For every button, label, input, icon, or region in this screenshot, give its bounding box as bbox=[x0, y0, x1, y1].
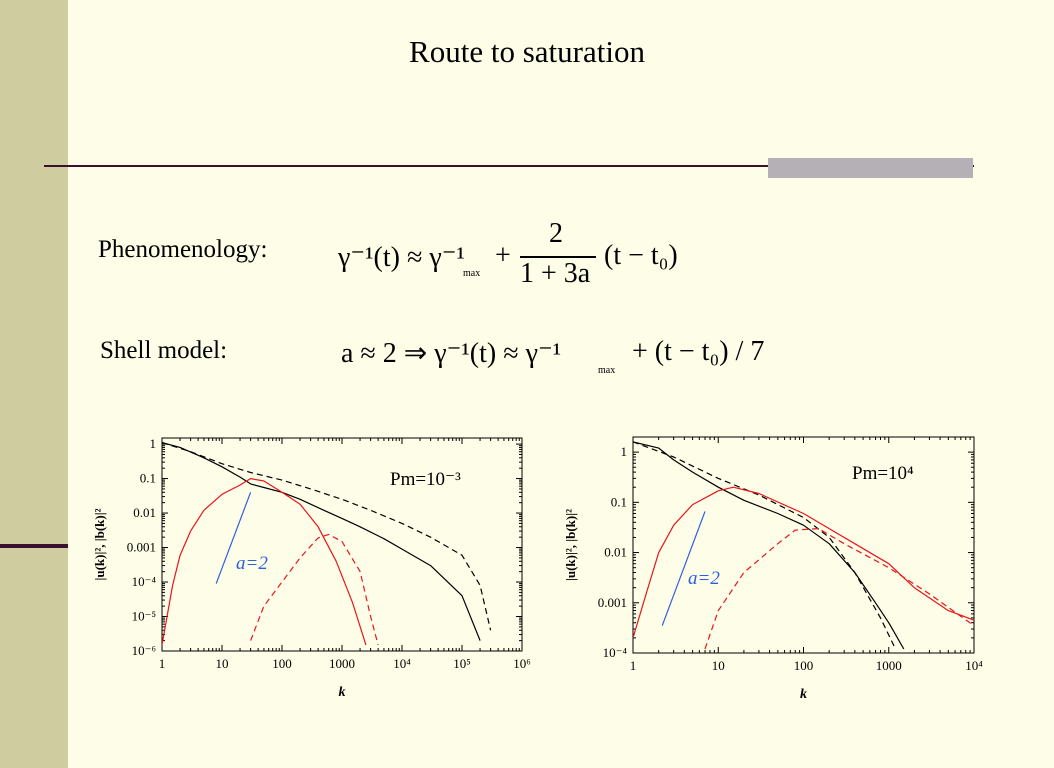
eq2-subscript: max bbox=[598, 365, 616, 376]
x-axis-label: k bbox=[800, 687, 807, 702]
sidebar-band bbox=[0, 0, 68, 768]
series-red-dashed-line bbox=[251, 534, 379, 645]
y-tick-label: 0.01 bbox=[133, 505, 156, 521]
series-red-dashed-line bbox=[705, 529, 974, 649]
x-axis-label: k bbox=[338, 685, 346, 700]
eq1-lhs: γ⁻¹(t) ≈ γ⁻¹ bbox=[338, 242, 465, 273]
slope-annotation: a=2 bbox=[236, 553, 268, 574]
x-tick-label: 1 bbox=[629, 658, 637, 673]
y-tick-label: 10⁻⁵ bbox=[131, 608, 156, 624]
spectrum-chart-pm-low bbox=[88, 425, 531, 715]
x-tick-label: 1000 bbox=[875, 658, 902, 673]
chart1-plot-group bbox=[92, 436, 531, 700]
y-tick-label: 1 bbox=[620, 444, 627, 460]
x-tick-label: 100 bbox=[793, 658, 814, 673]
y-tick-label: 10⁻⁴ bbox=[131, 574, 156, 590]
x-tick-label: 100 bbox=[272, 656, 292, 671]
y-tick-label: 0.1 bbox=[139, 470, 156, 486]
shell-model-label: Shell model: bbox=[100, 337, 228, 364]
series-red-solid-line bbox=[633, 487, 974, 638]
eq2-pre: a ≈ 2 ⇒ γ⁻¹(t) ≈ γ⁻¹ bbox=[341, 338, 562, 369]
slide-title: Route to saturation bbox=[409, 34, 645, 69]
x-tick-label: 10⁴ bbox=[393, 656, 411, 671]
y-tick-label: 10⁻⁶ bbox=[131, 643, 156, 658]
plot-frame bbox=[162, 438, 522, 651]
sidebar-accent-line bbox=[0, 544, 68, 548]
y-tick-label: 0.001 bbox=[126, 539, 156, 555]
chart2-plot-group bbox=[563, 437, 983, 702]
spectrum-chart-pm-high bbox=[560, 425, 1000, 715]
slope-annotation: a=2 bbox=[688, 568, 720, 589]
eq1-denominator: 1 + 3a bbox=[520, 258, 591, 289]
eq1-numerator: 2 bbox=[549, 218, 563, 249]
plot-frame bbox=[633, 437, 974, 653]
x-tick-label: 10⁶ bbox=[513, 656, 531, 671]
eq1-tail: (t − t₀) bbox=[604, 240, 678, 271]
x-tick-label: 1 bbox=[158, 656, 166, 671]
x-tick-label: 10⁵ bbox=[453, 656, 471, 671]
y-tick-label: 0.001 bbox=[597, 594, 627, 610]
x-tick-label: 10 bbox=[711, 658, 725, 673]
y-tick-label: 0.01 bbox=[604, 544, 627, 560]
y-tick-label: 1 bbox=[149, 436, 156, 452]
phenomenology-label: Phenomenology: bbox=[98, 236, 268, 263]
pm-annotation: Pm=10⁻³ bbox=[390, 469, 461, 490]
y-axis-label: |u(k)|², |b(k)|² bbox=[563, 509, 578, 581]
y-axis-label: |u(k)|², |b(k)|² bbox=[92, 508, 107, 581]
y-tick-label: 10⁻⁴ bbox=[602, 645, 627, 660]
divider-accent bbox=[768, 158, 973, 178]
x-tick-label: 1000 bbox=[329, 656, 355, 671]
series-group bbox=[633, 442, 974, 649]
x-tick-label: 10 bbox=[215, 656, 229, 671]
pm-annotation: Pm=10⁴ bbox=[852, 463, 914, 484]
y-tick-label: 0.1 bbox=[610, 494, 627, 510]
eq1-subscript: max bbox=[463, 268, 481, 279]
x-tick-label: 10⁴ bbox=[965, 658, 983, 673]
eq2-tail: + (t − t₀) / 7 bbox=[632, 336, 765, 367]
